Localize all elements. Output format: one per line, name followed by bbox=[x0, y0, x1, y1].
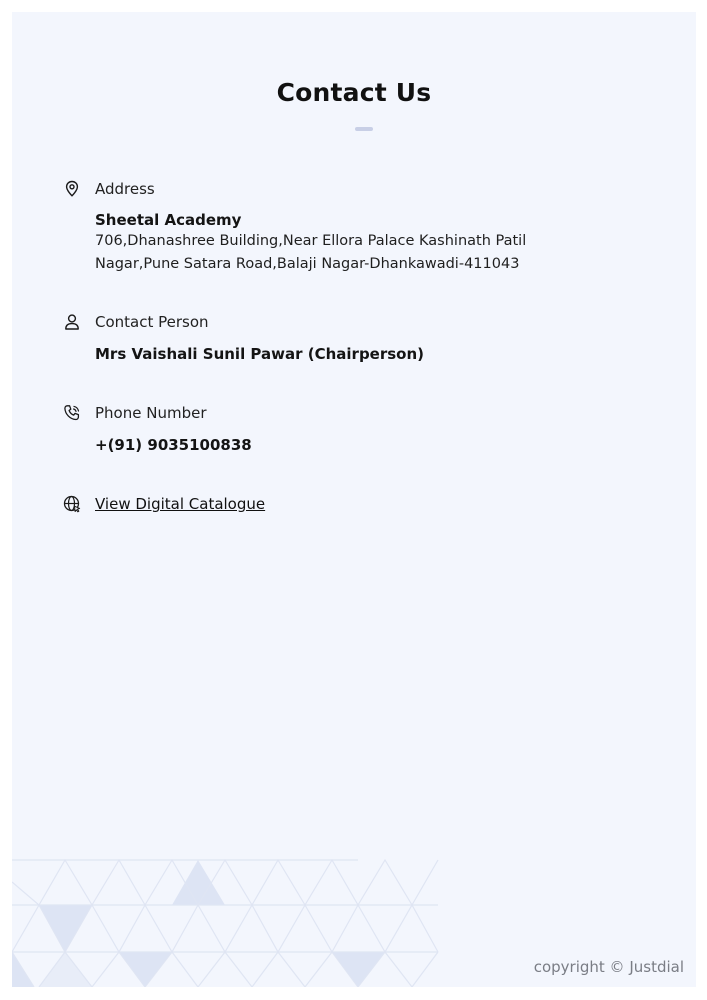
view-digital-catalogue-link[interactable]: View Digital Catalogue bbox=[95, 495, 266, 513]
address-line-2: Nagar,Pune Satara Road,Balaji Nagar-Dhankawadi-411043 bbox=[95, 256, 520, 272]
person-icon bbox=[63, 313, 81, 331]
contact-page bbox=[12, 12, 696, 987]
copyright-text: copyright © Justdial bbox=[533, 958, 684, 976]
globe-icon bbox=[63, 495, 81, 513]
phone-number[interactable]: +(91) 9035100838 bbox=[95, 436, 252, 454]
contact-person-name: Mrs Vaishali Sunil Pawar (Chairperson) bbox=[95, 345, 425, 363]
title-underline bbox=[355, 127, 373, 131]
academy-name: Sheetal Academy bbox=[95, 211, 242, 229]
phone-icon bbox=[63, 404, 81, 422]
address-line-1: 706,Dhanashree Building,Near Ellora Palace Kashinath Patil bbox=[95, 233, 527, 249]
phone-label: Phone Number bbox=[95, 404, 207, 422]
location-pin-icon bbox=[63, 180, 81, 198]
contact-person-label: Contact Person bbox=[95, 313, 209, 331]
page-title: Contact Us bbox=[276, 78, 432, 107]
address-label: Address bbox=[95, 180, 155, 198]
